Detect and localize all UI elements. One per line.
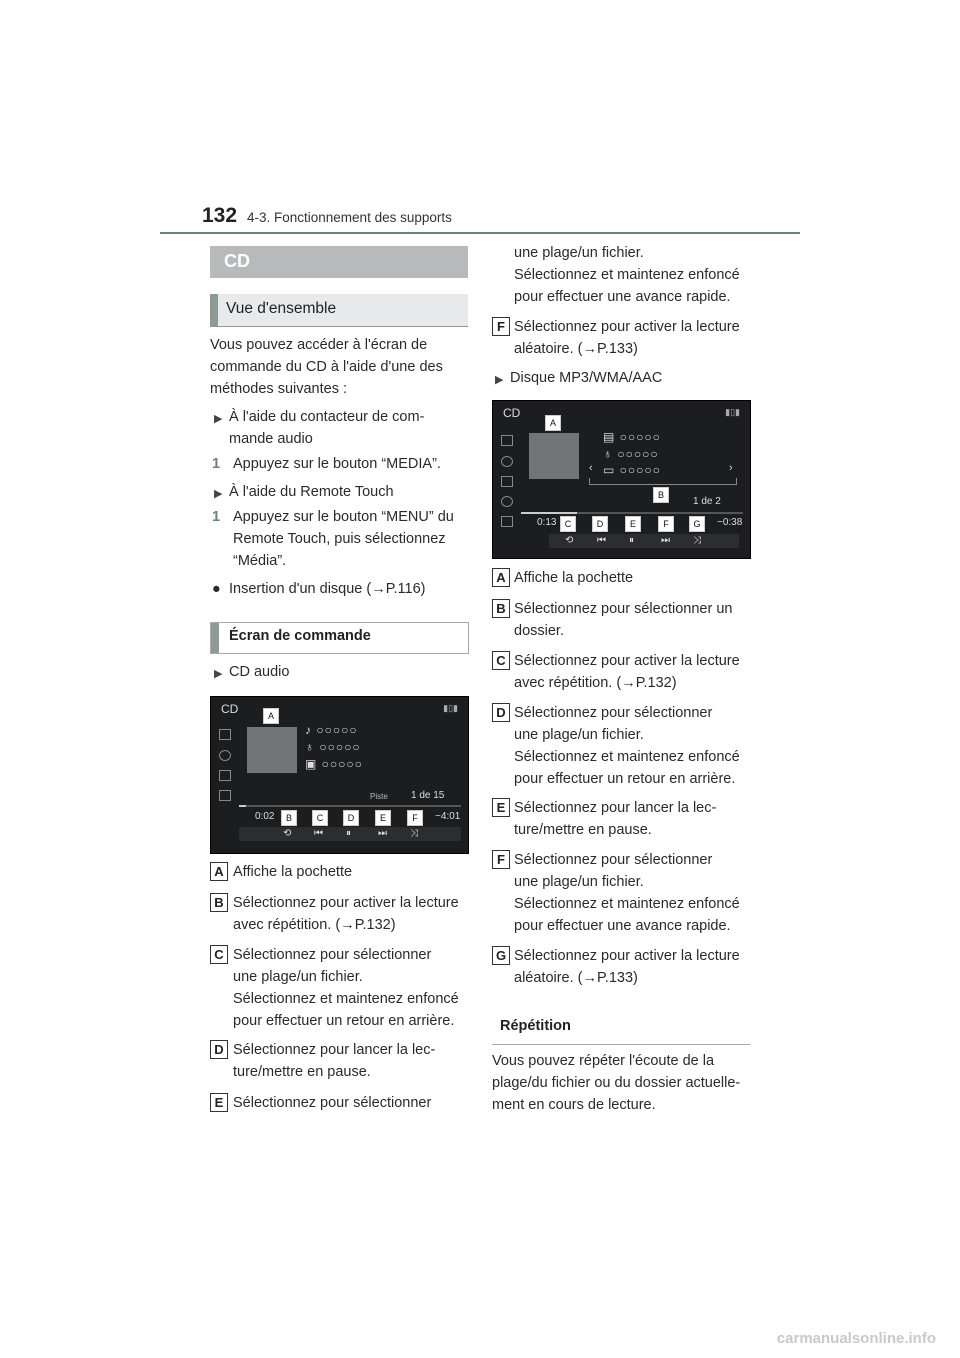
- legend-letter-c: C: [492, 651, 510, 670]
- intro-text: Vous pouvez accéder à l'écran de commande du CD à l'aide d'une des méthodes suivantes :: [210, 337, 443, 397]
- callout-c: C: [312, 810, 328, 826]
- album-row: ▣ ○○○○○: [305, 757, 363, 771]
- folder-bracket: [589, 478, 737, 485]
- folder-row: ▭ ○○○○○: [603, 463, 661, 477]
- legend-b: Sélectionnez pour sélectionner un dossier.: [514, 601, 733, 639]
- status-icons: ▮▯▮: [725, 407, 740, 417]
- overview-title: Vue d'ensemble: [226, 300, 337, 317]
- play-mode-icon[interactable]: [501, 456, 513, 467]
- step-number: 1: [212, 456, 221, 472]
- legend-letter-e: E: [492, 798, 510, 817]
- legend-letter-g: G: [492, 946, 510, 965]
- step-number: 1: [212, 509, 221, 525]
- callout-b: B: [653, 487, 669, 503]
- control-screen-header: [210, 622, 469, 654]
- legend-f: Sélectionnez pour sélectionner une plage/un fichier. Sélectionnez et maintenez enfoncé pour effectuer une avance rapide.: [514, 852, 740, 934]
- next-button[interactable]: ⏭: [661, 535, 670, 546]
- artist-row: ♁ ○○○○○: [603, 447, 659, 461]
- callout-e: E: [375, 810, 391, 826]
- legend-e: Sélectionnez pour lancer la lec- ture/mettre en pause.: [514, 800, 717, 838]
- step-menu: Appuyez sur le bouton “MENU” du Remote Touch, puis sélectionnez “Média”.: [233, 509, 454, 569]
- repeat-title: Répétition: [500, 1018, 571, 1034]
- mp3-label: Disque MP3/WMA/AAC: [510, 370, 663, 386]
- legend-b: Sélectionnez pour activer la lecture avec répétition. (→P.132): [233, 895, 459, 933]
- screen-title: CD: [503, 406, 521, 420]
- sound-icon[interactable]: [219, 790, 231, 801]
- pause-button[interactable]: ⏸: [346, 828, 351, 839]
- source-icon[interactable]: [219, 729, 231, 740]
- cd-title: CD: [224, 251, 250, 271]
- callout-d: D: [592, 516, 608, 532]
- previous-button[interactable]: ⏮: [314, 828, 323, 839]
- track-title-row: ♪ ○○○○○: [305, 723, 358, 737]
- artist-row: ♁ ○○○○○: [305, 740, 361, 754]
- remaining-time: −4:01: [435, 811, 461, 822]
- screen-title: CD: [221, 702, 239, 716]
- eye-icon[interactable]: [501, 496, 513, 507]
- watermark: carmanualsonline.info: [776, 1330, 936, 1347]
- track-position: 1 de 15: [411, 790, 445, 801]
- elapsed-time: 0:13: [537, 517, 557, 528]
- shuffle-button[interactable]: ⤨: [410, 828, 418, 839]
- previous-button[interactable]: ⏮: [597, 535, 606, 546]
- legend-letter-b: B: [492, 599, 510, 618]
- legend-letter-b: B: [210, 893, 228, 912]
- step-media: Appuyez sur le bouton “MEDIA”.: [233, 456, 441, 472]
- legend-letter-c: C: [210, 945, 228, 964]
- legend-letter-d: D: [492, 703, 510, 722]
- legend-letter-f: F: [492, 317, 510, 336]
- header-rule: [160, 232, 800, 234]
- album-cover: [247, 727, 297, 773]
- repeat-header: [492, 1012, 750, 1045]
- bullet-dot-icon: ●: [212, 581, 221, 597]
- shuffle-button[interactable]: ⤨: [693, 535, 701, 546]
- progress-bar[interactable]: [521, 512, 743, 514]
- repeat-text: Vous pouvez répéter l'écoute de la plage/du fichier ou du dossier actuelle- ment en cours de lecture.: [492, 1053, 741, 1113]
- progress-fill: [239, 805, 246, 807]
- legend-letter-a: A: [492, 568, 510, 587]
- pause-button[interactable]: ⏸: [629, 535, 634, 546]
- list-icon[interactable]: [501, 476, 513, 487]
- repeat-button[interactable]: ⟲: [283, 828, 292, 839]
- cd-title-bar: [210, 246, 468, 278]
- bullet-arrow-icon: ▶: [214, 413, 223, 425]
- elapsed-time: 0:02: [255, 811, 275, 822]
- legend-g: Sélectionnez pour activer la lecture aléatoire. (→P.133): [514, 948, 740, 986]
- legend-c: Sélectionnez pour sélectionner une plage/un fichier. Sélectionnez et maintenez enfoncé pour effectuer un retour en arrière.: [233, 947, 459, 1029]
- repeat-button[interactable]: ⟲: [565, 535, 574, 546]
- mp3-screen: [492, 400, 751, 559]
- bullet-arrow-icon: ▶: [214, 488, 223, 500]
- callout-a: A: [263, 708, 279, 724]
- chevron-right-icon[interactable]: ›: [729, 462, 733, 474]
- progress-fill: [521, 512, 577, 514]
- overview-header: [210, 294, 468, 327]
- callout-b: B: [281, 810, 297, 826]
- remaining-time: −0:38: [717, 517, 743, 528]
- progress-bar[interactable]: [239, 805, 461, 807]
- cd-audio-screen: [210, 696, 469, 854]
- next-button[interactable]: ⏭: [378, 828, 387, 839]
- legend-e-continued: une plage/un fichier. Sélectionnez et maintenez enfoncé pour effectuer une avance rapide.: [514, 245, 740, 305]
- control-toolbar: [549, 534, 739, 548]
- legend-d: Sélectionnez pour lancer la lec- ture/mettre en pause.: [233, 1042, 436, 1080]
- callout-f: F: [407, 810, 423, 826]
- legend-a: Affiche la pochette: [233, 864, 353, 880]
- callout-e: E: [625, 516, 641, 532]
- callout-g: G: [689, 516, 705, 532]
- cd-audio-label: CD audio: [229, 664, 290, 680]
- bullet-arrow-icon: ▶: [495, 374, 504, 386]
- list-icon[interactable]: [219, 770, 231, 781]
- legend-letter-f: F: [492, 850, 510, 869]
- legend-c: Sélectionnez pour activer la lecture avec répétition. (→P.132): [514, 653, 740, 691]
- page-number: 132: [202, 204, 238, 227]
- track-title-row: ▤ ○○○○○: [603, 430, 661, 444]
- legend-d: Sélectionnez pour sélectionner une plage/un fichier. Sélectionnez et maintenez enfoncé pour effectuer un retour en arrière.: [514, 705, 740, 787]
- control-screen-title: Écran de commande: [229, 628, 371, 644]
- legend-letter-e: E: [210, 1093, 228, 1112]
- section-header: 4-3. Fonctionnement des supports: [247, 210, 452, 225]
- legend-letter-a: A: [210, 862, 228, 881]
- callout-c: C: [560, 516, 576, 532]
- bullet-insert-disc: Insertion d'un disque (→P.116): [229, 581, 426, 597]
- status-icons: ▮▯▮: [443, 703, 458, 713]
- callout-d: D: [343, 810, 359, 826]
- sound-icon[interactable]: [501, 516, 513, 527]
- callout-f: F: [658, 516, 674, 532]
- chevron-left-icon[interactable]: ‹: [589, 462, 593, 474]
- legend-f: Sélectionnez pour activer la lecture aléatoire. (→P.133): [514, 319, 740, 357]
- source-icon[interactable]: [501, 435, 513, 446]
- folder-position: 1 de 2: [693, 496, 721, 507]
- legend-letter-d: D: [210, 1040, 228, 1059]
- album-cover: [529, 433, 579, 479]
- play-mode-icon[interactable]: [219, 750, 231, 761]
- bullet-remote-touch: À l'aide du Remote Touch: [229, 484, 394, 500]
- bullet-arrow-icon: ▶: [214, 668, 223, 680]
- track-label: Piste: [370, 792, 388, 801]
- legend-e: Sélectionnez pour sélectionner: [233, 1095, 432, 1111]
- callout-a: A: [545, 415, 561, 431]
- legend-a: Affiche la pochette: [514, 570, 634, 586]
- bullet-audio-switch: À l'aide du contacteur de com- mande audio: [229, 409, 425, 447]
